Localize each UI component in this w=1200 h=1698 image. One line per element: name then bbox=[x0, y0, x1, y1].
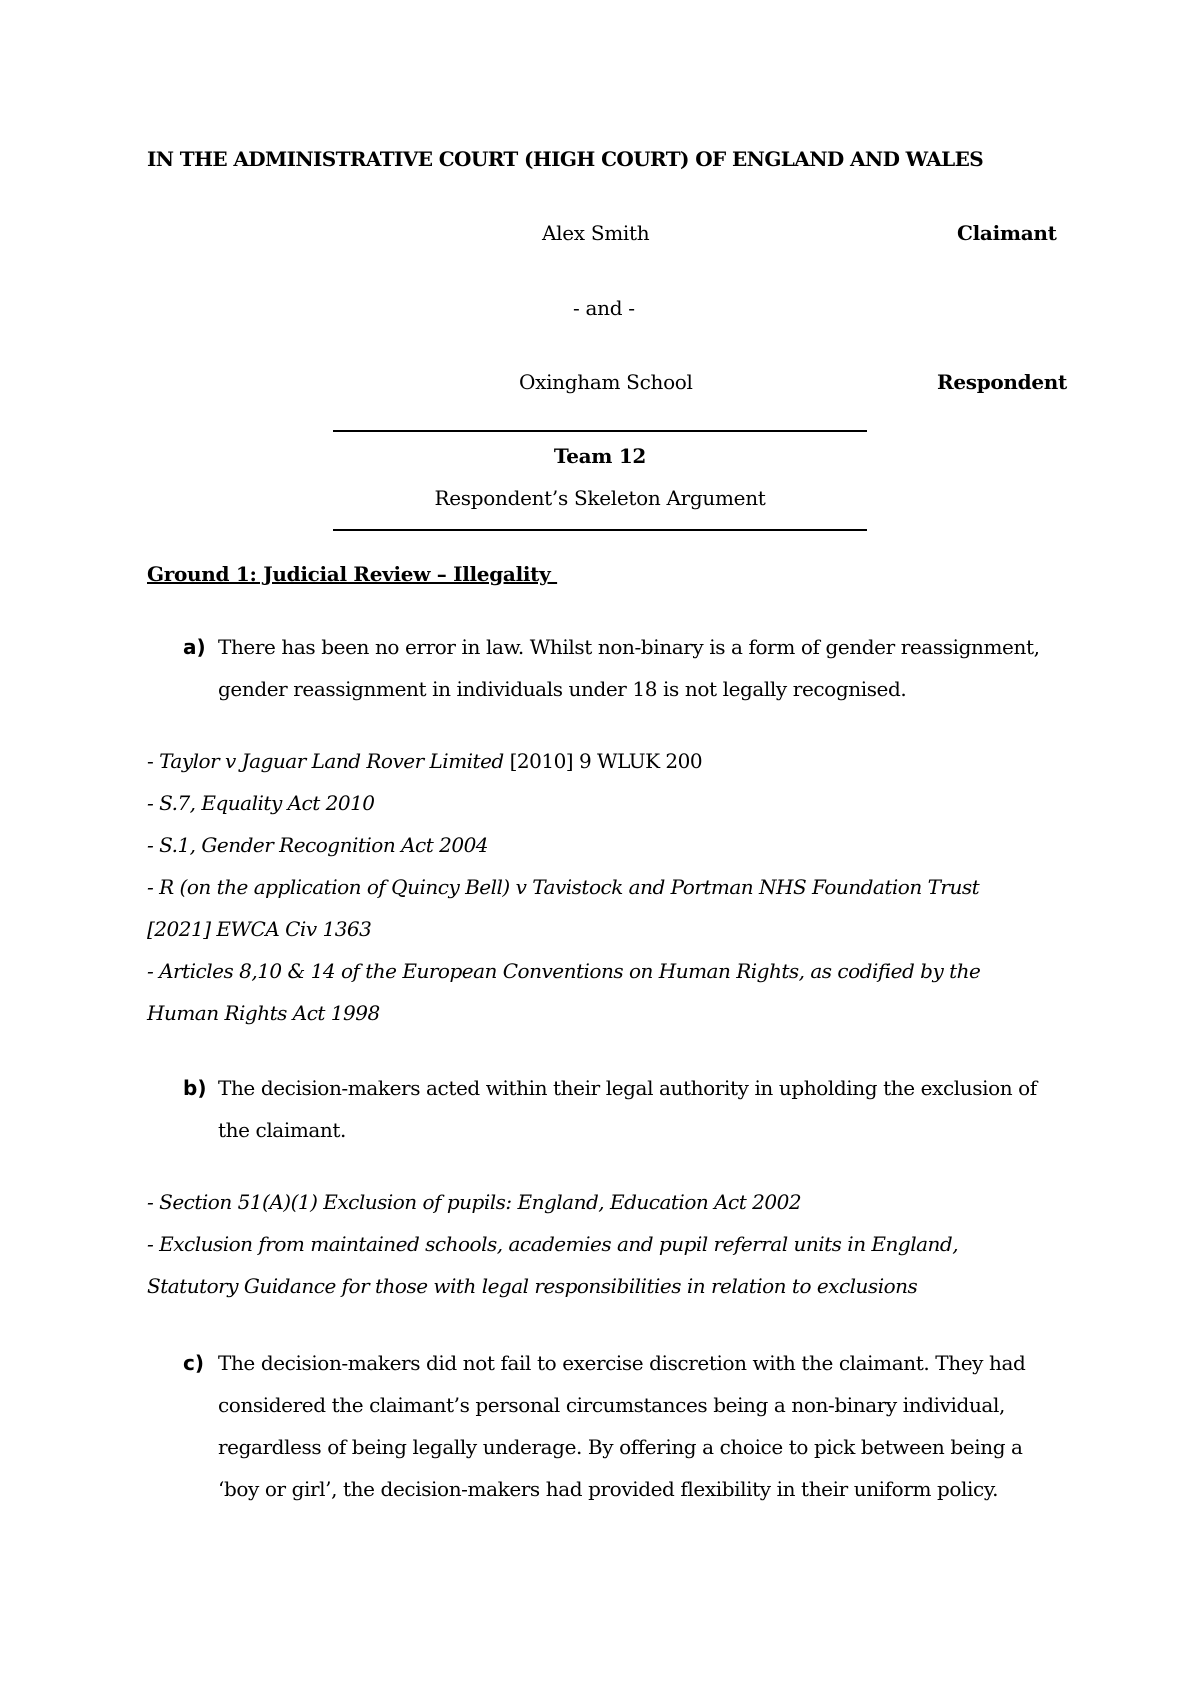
item-b-text: The decision-makers acted within their legal authority in upholding the exclusion of the claimant. bbox=[218, 1076, 1037, 1142]
claimant-name: Alex Smith bbox=[542, 221, 650, 245]
court-title: IN THE ADMINISTRATIVE COURT (HIGH COURT) OF ENGLAND AND WALES bbox=[147, 147, 984, 171]
team-label: Team 12 bbox=[553, 444, 647, 468]
citation-quincy-bell-line-1: - R (on the application of Quincy Bell) v Tavistock and Portman NHS Foundation Trust bbox=[147, 875, 980, 899]
and-separator: - and - bbox=[573, 296, 635, 320]
item-a-marker: a) bbox=[183, 635, 206, 659]
citation-education-act: - Section 51(A)(1) Exclusion of pupils: England, Education Act 2002 bbox=[147, 1190, 802, 1214]
document-title: Respondent’s Skeleton Argument bbox=[434, 486, 766, 510]
item-b-citations bbox=[147, 1181, 1067, 1307]
claimant-role: Claimant bbox=[957, 221, 1057, 245]
top-divider bbox=[333, 430, 867, 432]
citation-quincy-bell-line-2: [2021] EWCA Civ 1363 bbox=[147, 917, 372, 941]
item-c-text: The decision-makers did not fail to exercise discretion with the claimant. They had considered the claimant’s personal circumstances being a non-binary individual, regardless of being legally underage. By offering a choice to pick between being a ‘boy or girl’, the decision-makers had provided flexibility in their uniform policy. bbox=[218, 1351, 1026, 1501]
item-b-marker: b) bbox=[183, 1076, 207, 1100]
respondent-name: Oxingham School bbox=[519, 370, 693, 394]
citation-exclusion-guidance-line-2: Statutory Guidance for those with legal responsibilities in relation to exclusions bbox=[147, 1274, 918, 1298]
bottom-divider bbox=[333, 529, 867, 531]
citation-echr-line-1: - Articles 8,10 & 14 of the European Conventions on Human Rights, as codified by the bbox=[147, 959, 981, 983]
citation-taylor: - Taylor v Jaguar Land Rover Limited [2010] 9 WLUK 200 bbox=[147, 749, 703, 773]
citation-echr-line-2: Human Rights Act 1998 bbox=[147, 1001, 380, 1025]
item-a-text: There has been no error in law. Whilst non-binary is a form of gender reassignment, gender reassignment in individuals under 18 is not legally recognised. bbox=[218, 635, 1040, 701]
ground-1-heading: Ground 1: Judicial Review – Illegality bbox=[147, 562, 558, 586]
citation-equality-act: - S.7, Equality Act 2010 bbox=[147, 791, 375, 815]
respondent-role: Respondent bbox=[937, 370, 1067, 394]
item-c-marker: c) bbox=[183, 1351, 204, 1375]
citation-gender-recognition-act: - S.1, Gender Recognition Act 2004 bbox=[147, 833, 489, 857]
item-a-citations bbox=[147, 740, 1067, 1034]
citation-exclusion-guidance-line-1: - Exclusion from maintained schools, academies and pupil referral units in England, bbox=[147, 1232, 959, 1256]
